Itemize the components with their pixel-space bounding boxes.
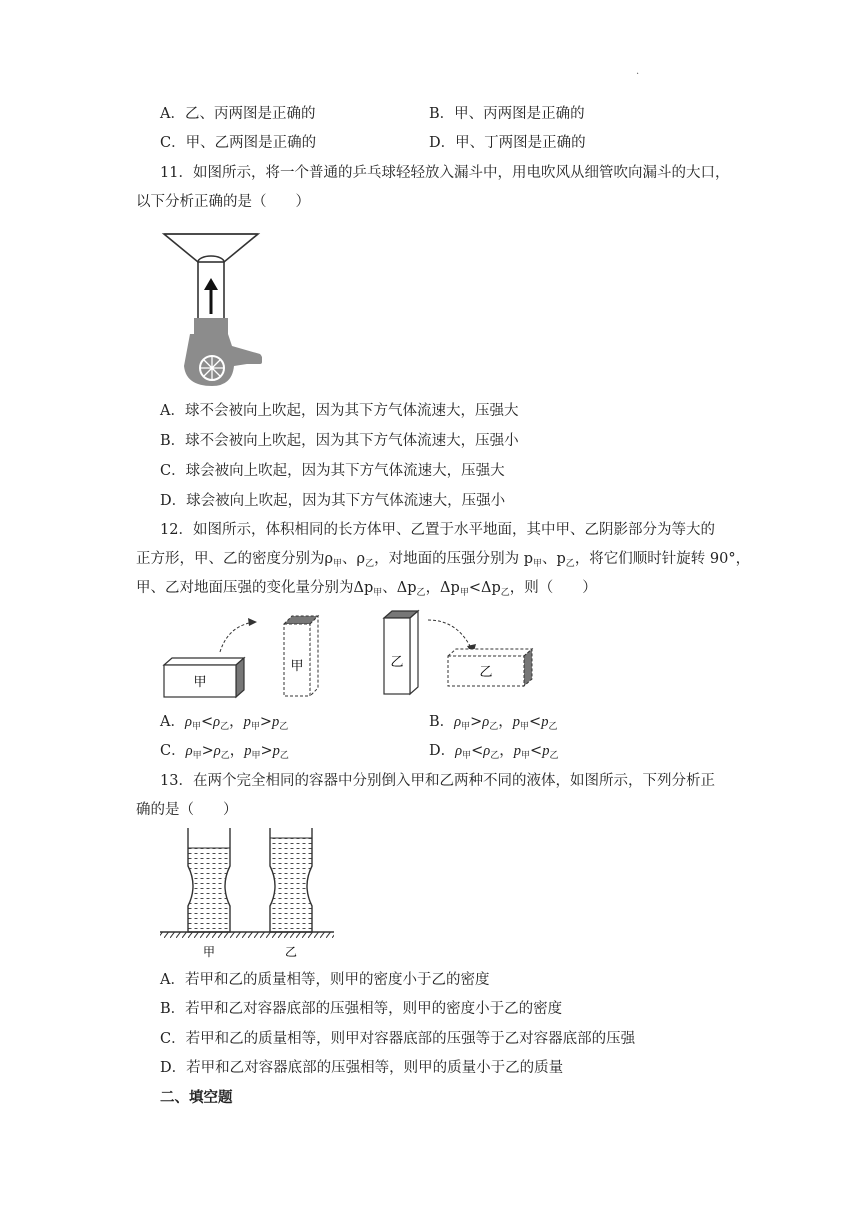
rotating-blocks-figure [160, 610, 540, 706]
q11-option-b: B．球不会被向上吹起，因为其下方气体流速大，压强小 [160, 433, 519, 449]
q11-option-d: D．球会被向上吹起，因为其下方气体流速大，压强小 [160, 493, 506, 509]
section-heading: 二、填空题 [160, 1090, 233, 1106]
q12-stem-line3: 甲、乙对地面压强的变化量分别为$\Delta p_甲$、$\Delta p_乙$，$\Delta p_甲<\Delta p_乙$，则（ ） [136, 580, 597, 598]
q10-option-a: A．乙、丙两图是正确的 [160, 106, 316, 122]
q11-stem-line2: 以下分析正确的是（ ） [136, 194, 310, 210]
funnel-hairdryer-figure [162, 226, 272, 386]
q13-option-a: A．若甲和乙的质量相等，则甲的密度小于乙的密度 [160, 972, 490, 988]
figure-label-jia: 甲 [193, 675, 207, 690]
q13-option-c: C．若甲和乙的质量相等，则甲对容器底部的压强等于乙对容器底部的压强 [160, 1031, 636, 1047]
container-label-jia: 甲 [202, 945, 216, 959]
q10-option-d: D．甲、丁两图是正确的 [429, 135, 586, 151]
figure-label-yi-rotated: 乙 [479, 665, 493, 680]
q11-stem-line1: 11．如图所示，将一个普通的乒乓球轻轻放入漏斗中，用电吹风从细管吹向漏斗的大口， [160, 165, 730, 181]
q13-option-d: D．若甲和乙对容器底部的压强相等，则甲的质量小于乙的质量 [160, 1060, 564, 1076]
container-label-yi: 乙 [284, 945, 298, 959]
q12-option-b: B．$\rho_甲>\rho_乙$，$p_甲<p_乙$ [429, 714, 558, 732]
q12-stem-line2: 正方形，甲、乙的密度分别为$\rho_甲$、$\rho_乙$，对地面的压强分别为 $p_甲$、$p_乙$，将它们顺时针旋转 90°， [136, 551, 751, 569]
figure-label-jia-rotated: 甲 [290, 659, 304, 674]
q12-option-a: A．$\rho_甲<\rho_乙$，$p_甲>p_乙$ [160, 714, 289, 732]
q12-option-d: D．$\rho_甲<\rho_乙$，$p_甲<p_乙$ [429, 743, 559, 761]
q12-option-c: C．$\rho_甲>\rho_乙$，$p_甲>p_乙$ [160, 743, 289, 761]
figure-label-yi: 乙 [390, 655, 404, 670]
q10-option-c: C．甲、乙两图是正确的 [160, 135, 317, 151]
containers-figure [158, 826, 338, 962]
q11-option-c: C．球会被向上吹起，因为其下方气体流速大，压强大 [160, 463, 505, 479]
q10-option-b: B．甲、丙两图是正确的 [429, 106, 585, 122]
page-mark: . [636, 66, 640, 77]
q13-option-b: B．若甲和乙对容器底部的压强相等，则甲的密度小于乙的密度 [160, 1001, 563, 1017]
q11-option-a: A．球不会被向上吹起，因为其下方气体流速大，压强大 [160, 403, 519, 419]
q13-stem-line1: 13．在两个完全相同的容器中分别倒入甲和乙两种不同的液体，如图所示，下列分析正 [160, 773, 715, 789]
q13-stem-line2: 确的是（ ） [136, 802, 238, 818]
q12-stem-line1: 12．如图所示，体积相同的长方体甲、乙置于水平地面，其中甲、乙阴影部分为等大的 [160, 522, 715, 538]
